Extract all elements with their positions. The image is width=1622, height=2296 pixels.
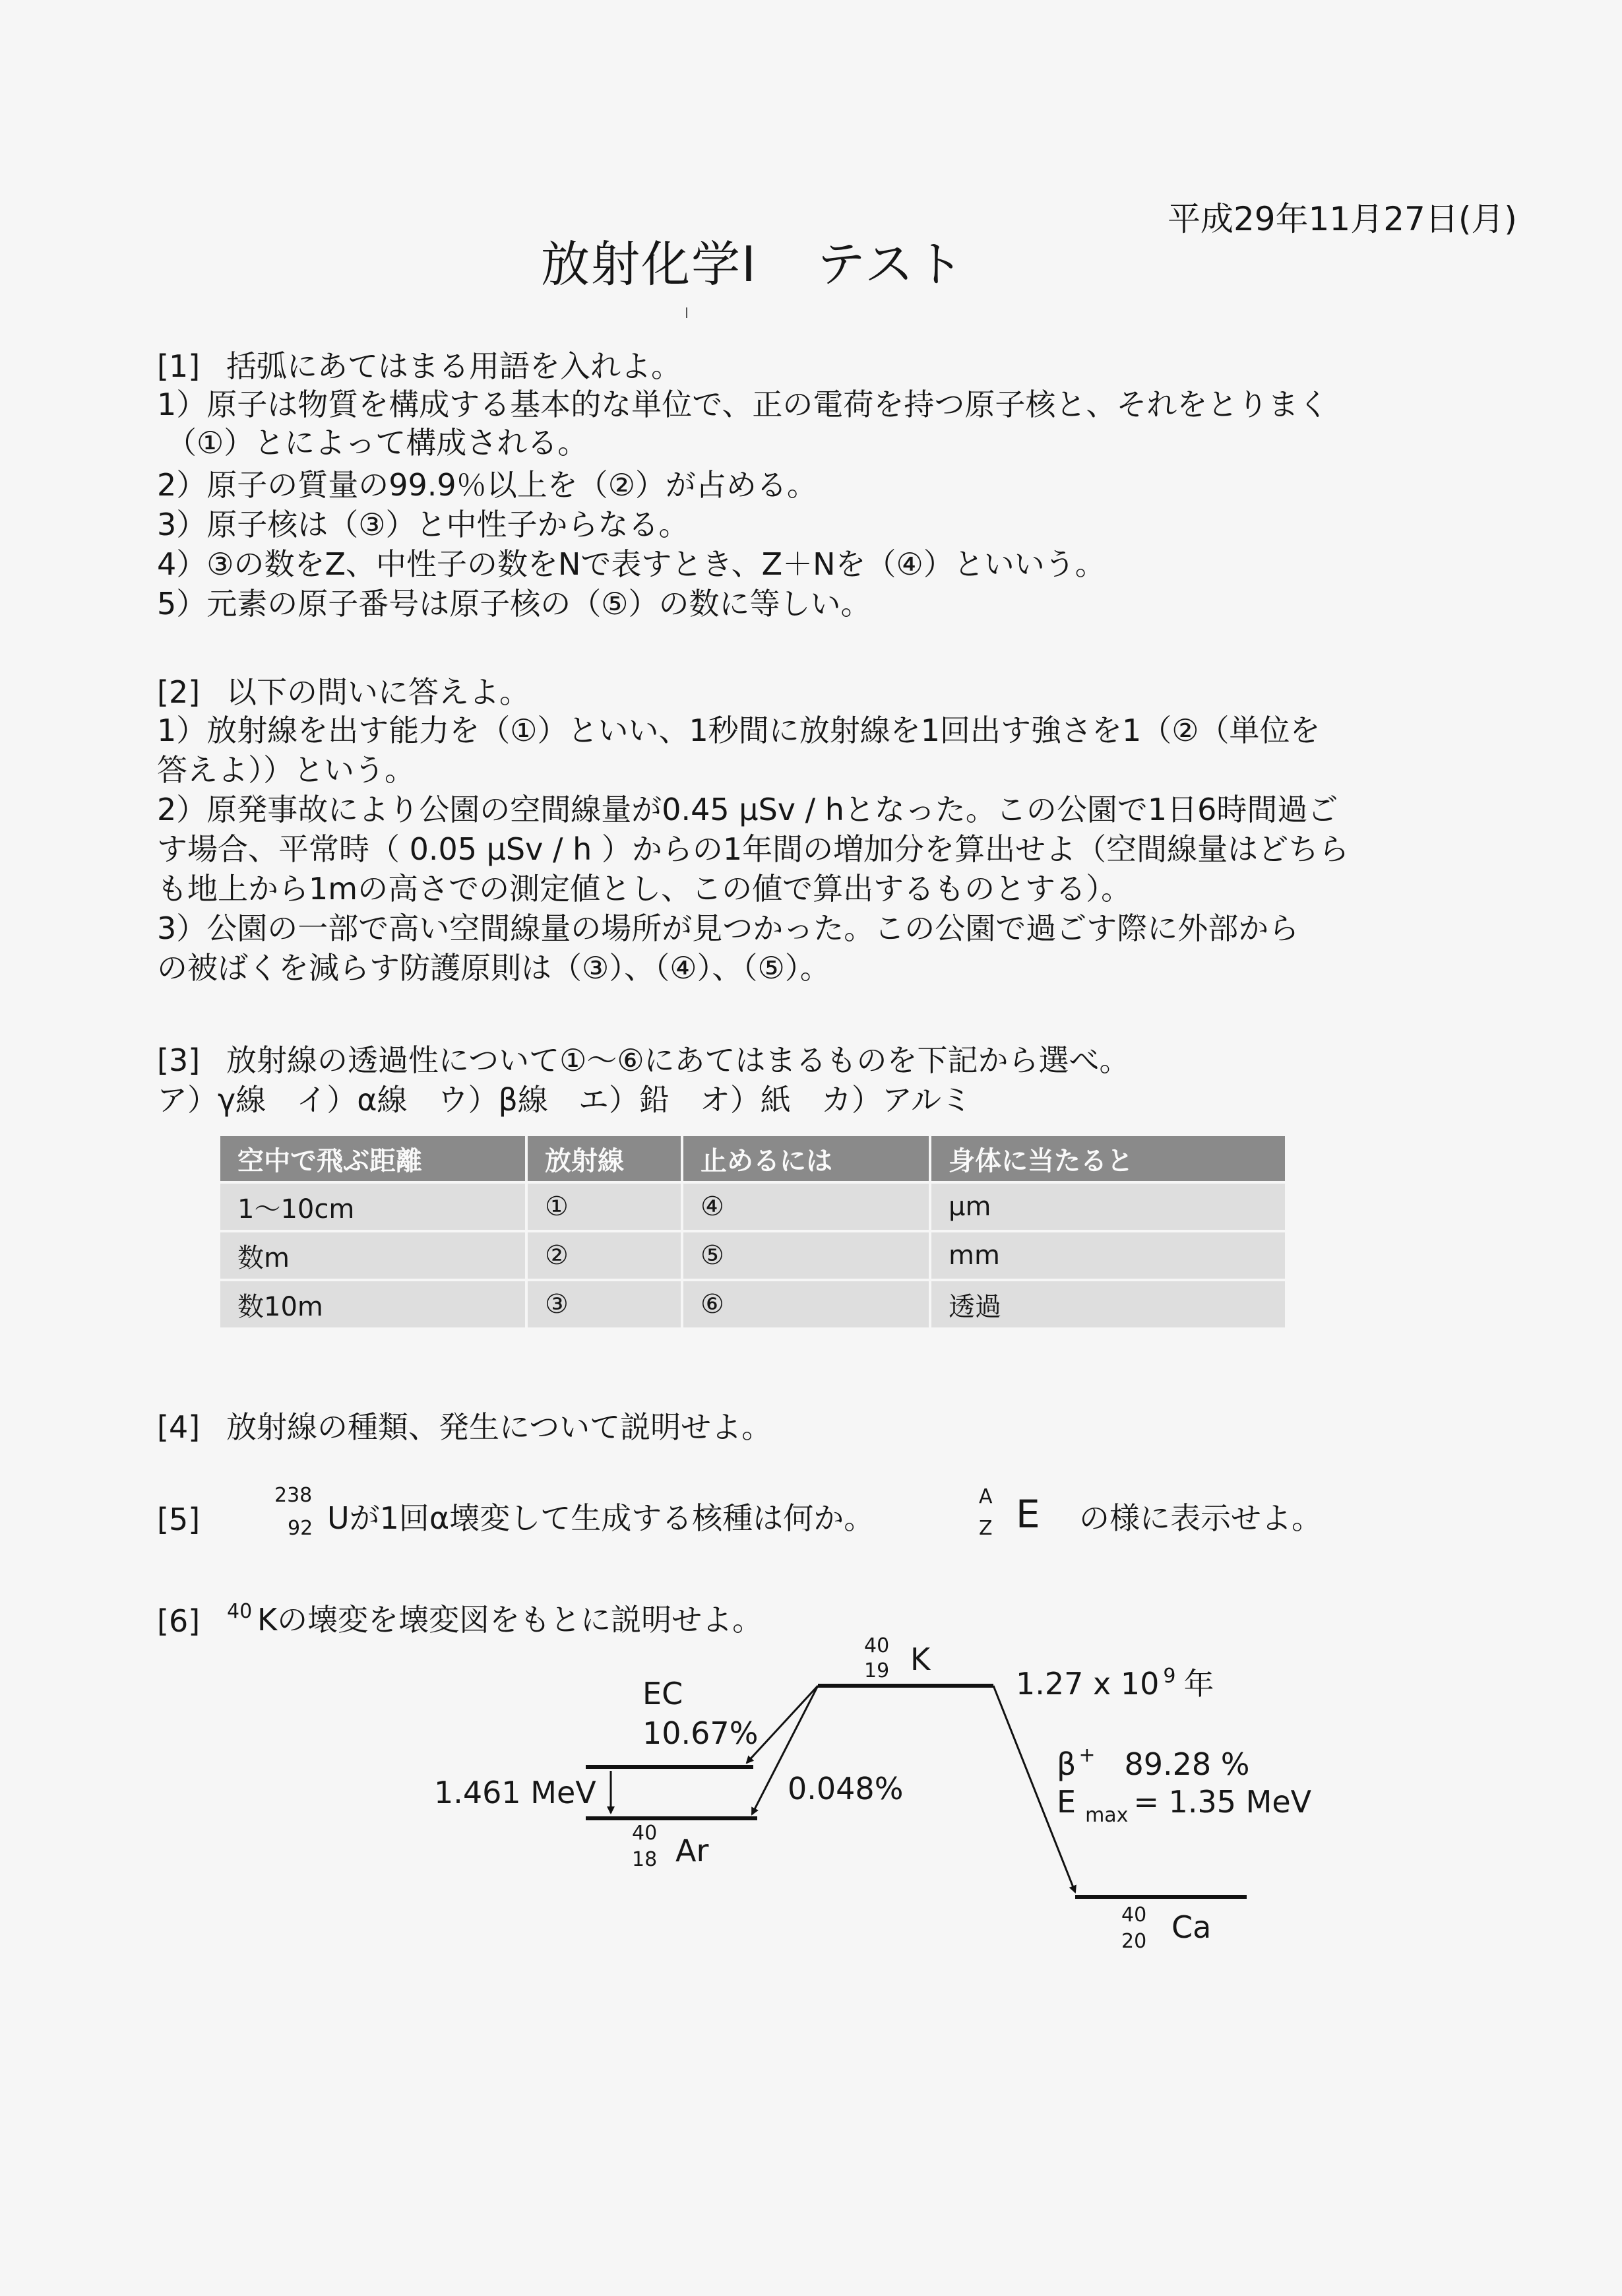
q2-line-3: 2）原発事故により公園の空間線量が0.45 μSv / hとなった。この公園で1日6時間過ご — [157, 792, 1338, 827]
table-cell: ① — [528, 1184, 681, 1230]
q5-format-e: E — [1016, 1492, 1040, 1537]
k-atomic-number: 19 — [864, 1659, 890, 1682]
emax-subscript: max — [1085, 1804, 1129, 1827]
half-life-base: 1.27 x 10 — [1016, 1666, 1160, 1702]
q2-line-2: 答えよ））という。 — [157, 752, 415, 788]
table-cell: ⑥ — [683, 1281, 929, 1327]
q6-mass-number: 40 — [227, 1600, 253, 1623]
ca-mass-number: 40 — [1121, 1903, 1147, 1927]
q2-line-1: 1）放射線を出す能力を（①）といい、1秒間に放射線を1回出す強さを1（②（単位を — [157, 713, 1321, 748]
beta-plus-label — [1057, 1744, 1250, 1782]
q2-line-6: 3）公園の一部で高い空間線量の場所が見つかった。この公園で過ごす際に外部から — [157, 910, 1299, 946]
half-life-unit: 年 — [1183, 1666, 1214, 1702]
emax-symbol: E — [1057, 1784, 1076, 1820]
beta-sign: + — [1078, 1744, 1096, 1767]
q1-line-3: 2）原子の質量の99.9％以上を（②）が占める。 — [157, 467, 817, 503]
half-life-exponent: 9 — [1163, 1665, 1176, 1688]
table-cell: ③ — [528, 1281, 681, 1327]
q2-line-7: の被ばくを減らす防護原則は（③）、（④）、（⑤）。 — [157, 950, 830, 986]
q2-line-4: す場合、平常時（ 0.05 μSv / h ）からの1年間の増加分を算出せよ（空間線量はどちら — [157, 831, 1350, 867]
ca-atomic-number: 20 — [1121, 1930, 1147, 1953]
ec-label: EC — [642, 1676, 683, 1711]
table-cell: μm — [931, 1184, 1285, 1230]
table-cell: 透過 — [931, 1281, 1285, 1327]
table-cell: 数10m — [220, 1281, 525, 1327]
q1-prompt: 括弧にあてはまる用語を入れよ。 — [226, 348, 681, 384]
q5-format-a: A — [979, 1485, 993, 1508]
beta-percent: 89.28 % — [1124, 1746, 1250, 1782]
table-header: 止めるには — [683, 1136, 929, 1181]
q3-tag: [3] — [157, 1042, 201, 1078]
title-sub: テスト — [816, 236, 965, 293]
q1-tag: [1] — [157, 348, 201, 384]
ec-direct-percent: 0.048% — [788, 1771, 904, 1806]
table-cell: mm — [931, 1232, 1285, 1279]
q5-tag: [5] — [157, 1502, 201, 1537]
q3-choices: ア）γ線 イ）α線 ウ）β線 エ）鉛 オ）紙 カ）アルミ — [157, 1082, 972, 1118]
q1-line-5: 4）③の数をZ、中性子の数をNで表すとき、Z＋Nを（④）といいう。 — [157, 546, 1106, 582]
ca-symbol: Ca — [1171, 1909, 1212, 1945]
q1-line-6: 5）元素の原子番号は原子核の（⑤）の数に等しい。 — [157, 586, 871, 622]
beta-symbol: β — [1057, 1746, 1076, 1782]
q2-line-5: も地上から1mの高さでの測定値とし、この値で算出するものとする）。 — [157, 871, 1132, 907]
table-header: 放射線 — [528, 1136, 681, 1181]
q1-line-1: 1）原子は物質を構成する基本的な単位で、正の電荷を持つ原子核と、それをとりまく — [157, 387, 1329, 422]
table-header: 空中で飛ぶ距離 — [220, 1136, 525, 1181]
table-cell: 数m — [220, 1232, 525, 1279]
table-cell: ④ — [683, 1184, 929, 1230]
q5-format-tail: の様に表示せよ。 — [1079, 1500, 1322, 1536]
ar-mass-number: 40 — [632, 1822, 658, 1845]
half-life — [1016, 1665, 1214, 1702]
q4-tag: [4] — [157, 1409, 201, 1445]
table-cell: ⑤ — [683, 1232, 929, 1279]
q1-line-2: （①）とによって構成される。 — [166, 425, 588, 461]
q5-atomic-number: 92 — [288, 1517, 313, 1540]
table-cell: ② — [528, 1232, 681, 1279]
q2-tag: [2] — [157, 674, 201, 710]
title-main: 放射化学Ⅰ — [541, 236, 757, 293]
table-header: 身体に当たると — [931, 1136, 1285, 1181]
emax-value: = 1.35 MeV — [1133, 1784, 1312, 1820]
q6-text: Kの壊変を壊変図をもとに説明せよ。 — [257, 1602, 763, 1638]
q5-text: Uが1回α壊変して生成する核種は何か。 — [327, 1500, 875, 1536]
q1-line-4: 3）原子核は（③）と中性子からなる。 — [157, 507, 689, 542]
ec-percent: 10.67% — [642, 1715, 759, 1751]
ar-atomic-number: 18 — [632, 1848, 658, 1871]
ar-symbol: Ar — [675, 1833, 709, 1868]
q3-prompt: 放射線の透過性について①～⑥にあてはまるものを下記から選べ。 — [226, 1042, 1130, 1078]
q5-mass-number: 238 — [274, 1484, 313, 1507]
q5-format-z: Z — [979, 1517, 993, 1540]
test-date: 平成29年11月27日(月) — [1168, 200, 1517, 238]
k-mass-number: 40 — [864, 1634, 890, 1657]
q6-tag: [6] — [157, 1603, 201, 1639]
k-symbol: K — [910, 1642, 931, 1677]
table-cell: 1～10cm — [220, 1184, 525, 1230]
gamma-energy: 1.461 MeV — [434, 1775, 596, 1810]
emax-label — [1057, 1784, 1312, 1827]
q4-prompt: 放射線の種類、発生について説明せよ。 — [226, 1409, 772, 1445]
q2-prompt: 以下の問いに答えよ。 — [226, 674, 530, 710]
